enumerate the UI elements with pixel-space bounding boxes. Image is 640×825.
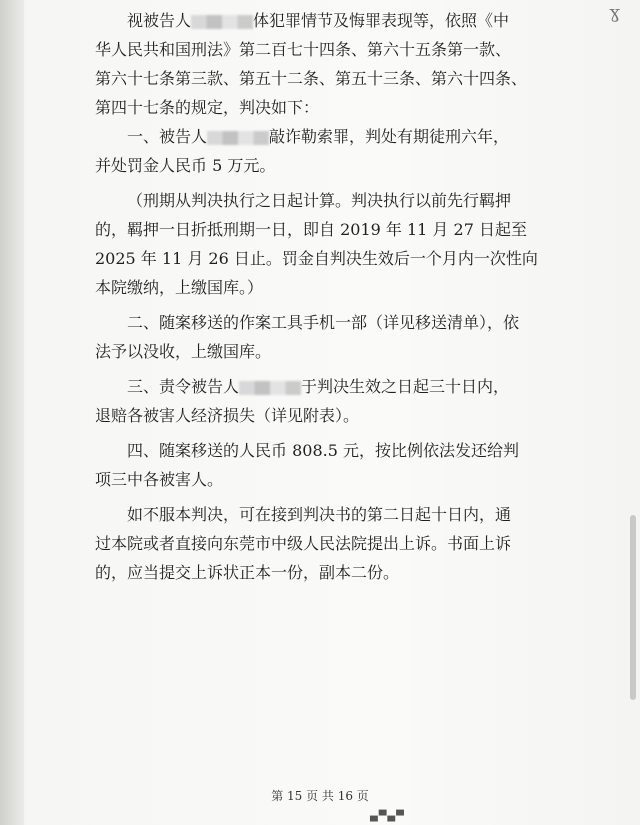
page-number: 第 15 页 共 16 页: [271, 789, 369, 803]
text-line: 退赔各被害人经济损失（详见附表）。: [95, 406, 360, 425]
text-line: 四、随案移送的人民币 808.5 元，按比例依法发还给判: [127, 441, 519, 460]
corner-mark: ɣ: [609, 2, 620, 23]
text-line: [95, 6, 535, 35]
text-line: 的，应当提交上诉状正本一份，副本二份。: [95, 563, 400, 582]
text-line: [95, 122, 535, 151]
text-fragment: 三、责令被告人: [127, 377, 240, 396]
page-shadow-edge: [0, 0, 24, 825]
text-fragment: 一、被告人: [127, 127, 208, 146]
text-line: 第六十七条第三款、第五十二条、第五十三条、第六十四条、: [95, 69, 528, 88]
stamp-fragment: ▄▀▄▀: [370, 811, 405, 822]
text-line: 并处罚金人民币 5 万元。: [95, 156, 276, 175]
text-line: 华人民共和国刑法》第二百七十四条、第六十五条第一款、: [95, 40, 512, 59]
text-line: 二、随案移送的作案工具手机一部（详见移送清单），依: [127, 313, 520, 332]
text-line: 本院缴纳，上缴国库。）: [95, 278, 264, 297]
redacted-name: [191, 15, 253, 29]
judgment-text: [95, 6, 538, 587]
text-line: 的，羁押一日折抵刑期一日，即自 2019 年 11 月 27 日起至: [95, 220, 527, 239]
scrollbar[interactable]: [630, 515, 636, 700]
text-line: [95, 372, 535, 401]
text-fragment: 于判决生效之日起三十日内，: [301, 377, 510, 396]
text-line: 第四十七条的规定，判决如下：: [95, 98, 320, 117]
text-fragment: 体犯罪情节及悔罪表现等，依照《中: [253, 11, 510, 30]
redacted-name: [207, 131, 269, 145]
text-line: 如不服本判决，可在接到判决书的第二日起十日内，通: [127, 505, 512, 524]
text-fragment: 敲诈勒索罪，判处有期徒刑六年，: [269, 127, 510, 146]
text-line: （刑期从判决执行之日起计算。判决执行以前先行羁押: [127, 191, 512, 210]
text-line: 法予以没收，上缴国库。: [95, 342, 272, 361]
text-line: 2025 年 11 月 26 日止。罚金自判决生效后一个月内一次性向: [95, 249, 538, 268]
redacted-name: [239, 381, 301, 395]
text-line: 项三中各被害人。: [95, 470, 224, 489]
text-fragment: 视被告人: [127, 11, 192, 30]
text-line: 过本院或者直接向东莞市中级人民法院提出上诉。书面上诉: [95, 534, 512, 553]
